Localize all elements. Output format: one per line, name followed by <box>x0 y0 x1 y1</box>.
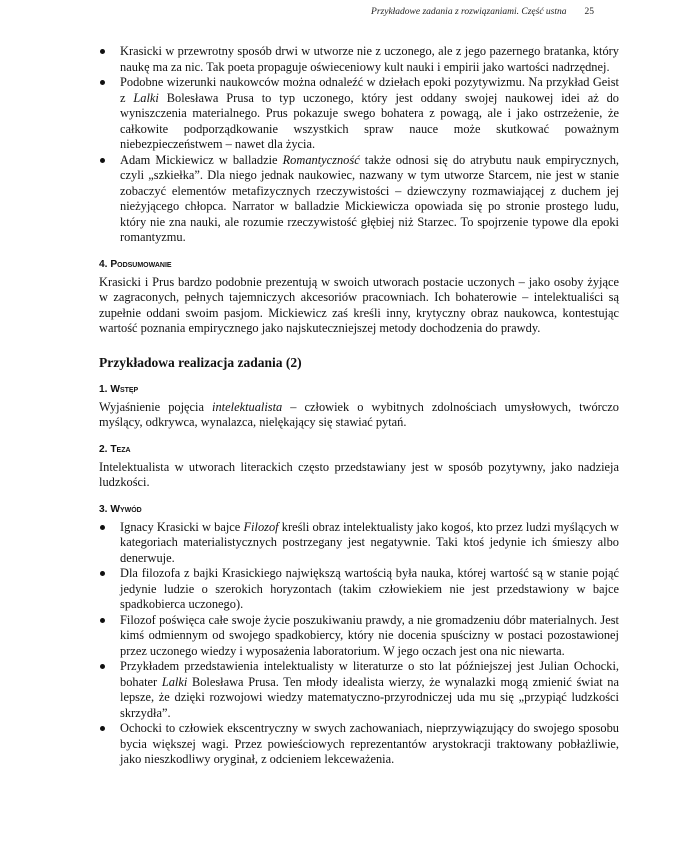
heading-realizacja: Przykładowa realizacja zadania (2) <box>99 354 302 370</box>
italic-title: Romantyczność <box>282 152 360 167</box>
bullet-list-top <box>99 44 619 246</box>
text-run: Ignacy Krasicki w bajce <box>120 519 244 534</box>
header-title: Przykładowe zadania z rozwiązaniami. Część ustna <box>371 7 567 17</box>
text-run: Filozof poświęca całe swoje życie poszukiwaniu prawdy, a nie gromadzeniu dóbr materialnych. Jest kimś odmiennym od swojego spadkobiercy, który nie docenia spuścizny w postaci pozostawionej przez uczonego wiedzy i wyposażenia laboratorium. W jego oczach jest ona nic niewarta. <box>120 612 619 658</box>
bullet-dot-icon <box>100 525 105 530</box>
bullet-item <box>99 153 619 246</box>
bullet-dot-icon <box>100 726 105 731</box>
bullet-item <box>99 659 619 721</box>
bullet-item <box>99 613 619 660</box>
text-run: Wyjaśnienie pojęcia <box>99 399 213 414</box>
italic-title: Filozof <box>243 519 279 534</box>
text-run: Dla filozofa z bajki Krasickiego największą wartością była nauka, której wartość są w stanie pojąć jedynie ludzie o szerokich horyzontach (takim człowiekiem nie jest przedstawiony w bajce spadkobierca uczonego). <box>120 566 619 611</box>
paragraph-wstep <box>99 400 619 431</box>
bullet-dot-icon <box>100 664 105 669</box>
paragraph-teza: Intelektualista w utworach literackich często przedstawiany jest w sposób pozytywny, jako nadzieja ludzkości. <box>99 459 619 489</box>
section-heading-teza: 2. Teza <box>99 443 131 455</box>
text-run: Bolesława Prusa. Ten młody idealista wierzy, że wynalazki mogą zmienić świat na lepsze, że dzięki rozwojowi wiedzy matematyczno-przyrodniczej uda mu się „przypiąć ludzkości skrzydła”. <box>120 674 619 720</box>
page-number: 25 <box>584 7 594 17</box>
bullet-item <box>99 44 619 75</box>
text-run: kreśli obraz intelektualisty jako kogoś, kto przez ludzi myślących w kategoriach materialistycznych postrzegany jest negatywnie. Taki ktoś jedynie ich śmieszy albo denerwuje. <box>120 519 619 565</box>
text-run: Podobne wizerunki naukowców można odnaleźć w dziełach epoki pozytywizmu. Na przykład Geist z <box>120 75 619 105</box>
bullet-list-bottom <box>99 520 619 768</box>
bullet-dot-icon <box>100 80 105 85</box>
bullet-item <box>99 566 619 613</box>
text-run: także odnosi się do atrybutu nauk empirycznych, czyli „szkiełka”. Dla niego jednak naukowiec, nazwany w tym utworze Starcem, nie jest w stanie zobaczyć elementów metafizycznych rzeczywistości – dziewczyny rozmawiającej z duchem jej nieżyjącego chłopca. Narrator w balladzie Mickiewicza opowiada się po stronie prostego ludu, który nie zna nauki, ale rozumie rzeczywistość głębiej niż Starzec. To spojrzenie typowe dla epoki romantyzmu. <box>120 152 619 244</box>
text-run: Ochocki to człowiek ekscentryczny w swych zachowaniach, nieprzywiązujący do swojego sposobu bycia większej wagi. Przez powieściowych reprezentantów arystokracji traktowany pobłażliwie, jako nieszkodliwy oryginał, z odcieniem lekceważenia. <box>120 721 619 766</box>
bullet-item <box>99 75 619 153</box>
italic-title: Lalki <box>133 90 159 105</box>
text-run: – człowiek o wybitnych zdolnościach umysłowych, twórczo myślący, odkrywca, wynalazca, nielękający się stawiać pytań. <box>99 399 619 429</box>
italic-title: intelektualista <box>212 399 283 414</box>
text-run: Przykładem przedstawienia intelektualisty w literaturze o sto lat późniejszej jest Julian Ochocki, bohater <box>120 659 619 689</box>
italic-title: Lalki <box>161 674 188 689</box>
text-run: Krasicki w przewrotny sposób drwi w utworze nie z uczonego, ale z jego pazernego bratanka, który naukę ma za nic. Tak poeta propaguje oświeceniowy kult nauki i empirii jako wartości nadrzędnej. <box>120 44 619 74</box>
bullet-dot-icon <box>100 158 105 163</box>
paragraph-podsumowanie: Krasicki i Prus bardzo podobnie prezentują w swoich utworach postacie uczonych – jako osoby żyjące w zagraconych, pełnych tajemniczych akcesoriów pracowniach. Ich bohaterowie – intelektualiści są zupełnie oddani swoim pasjom. Mickiewicz zaś kreśli inny, krytyczny obraz naukowca, kontestując wartość poznania empirycznego jako najskuteczniejszej metody dochodzenia do prawdy. <box>99 274 619 335</box>
bullet-dot-icon <box>100 618 105 623</box>
section-heading-podsumowanie: 4. Podsumowanie <box>99 258 172 270</box>
bullet-dot-icon <box>100 571 105 576</box>
text-run: Adam Mickiewicz w balladzie <box>120 152 283 167</box>
section-heading-wstep: 1. Wstęp <box>99 383 139 395</box>
bullet-dot-icon <box>100 49 105 54</box>
page-content <box>99 44 619 768</box>
section-heading-wywod: 3. Wywód <box>99 503 142 515</box>
bullet-item <box>99 520 619 567</box>
running-header <box>194 7 594 21</box>
bullet-item <box>99 721 619 768</box>
text-run: Bolesława Prusa to typ uczonego, który jest oddany swojej naukowej idei aż do wyniszczenia materialnego. Prus pokazuje swego bohatera z powagą, ale i jako ostrzeżenie, że całkowite podporządkowanie wszystkich spraw nauce może skutkować poważnym niebezpieczeństwem – nawet dla życia. <box>120 90 619 151</box>
